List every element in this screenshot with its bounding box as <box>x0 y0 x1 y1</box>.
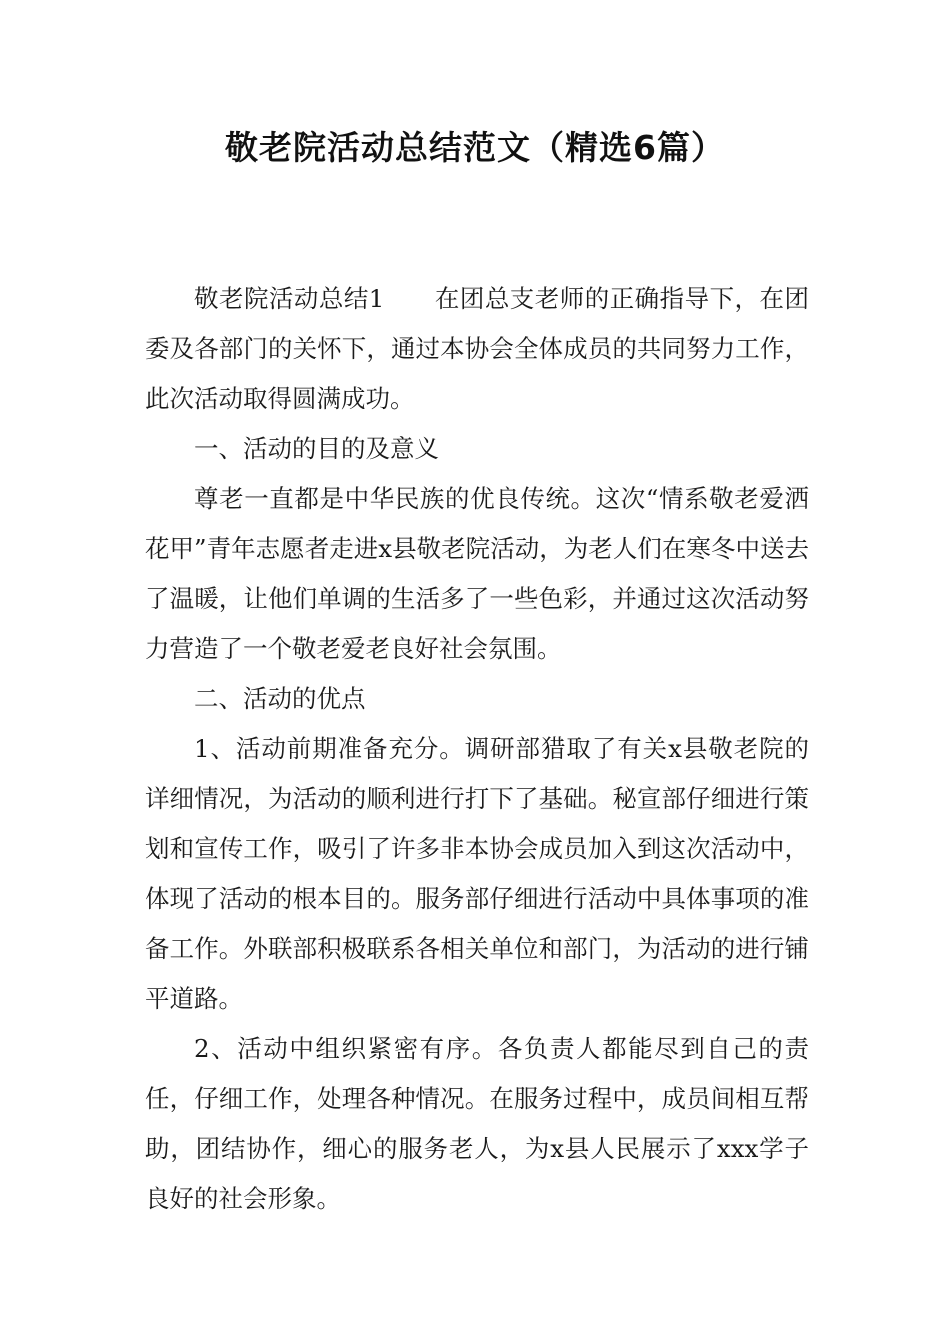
paragraph-intro <box>145 274 809 424</box>
section-heading: 一、活动的目的及意义 <box>194 434 439 463</box>
paragraph-text: 1、活动前期准备充分。调研部猎取了有关x县敬老院的详细情况，为活动的顺利进行打下了基础。秘宣部仔细进行策划和宣传工作，吸引了许多非本协会成员加入到这次活动中，体现了活动的根本目的。服务部仔细进行活动中具体事项的准备工作。外联部积极联系各相关单位和部门，为活动的进行铺平道路。 <box>145 734 809 1013</box>
paragraph-text: 在团总支老师的正确指导下，在团委及各部门的关怀下，通过本协会全体成员的共同努力工作，此次活动取得圆满成功。 <box>145 284 809 413</box>
document-title: 敬老院活动总结范文（精选6篇） <box>225 128 725 167</box>
paragraph-text: 尊老一直都是中华民族的优良传统。这次“情系敬老爱洒花甲”青年志愿者走进x县敬老院活动，为老人们在寒冬中送去了温暖，让他们单调的生活多了一些色彩，并通过这次活动努力营造了一个敬老爱老良好社会氛围。 <box>145 484 809 663</box>
document-body <box>145 274 809 1224</box>
section-heading: 敬老院活动总结1 <box>194 284 385 313</box>
paragraph-text: 2、活动中组织紧密有序。各负责人都能尽到自己的责任，仔细工作，处理各种情况。在服务过程中，成员间相互帮助，团结协作，细心的服务老人，为x县人民展示了xxx学子良好的社会形象。 <box>145 1034 809 1213</box>
section-heading: 二、活动的优点 <box>194 684 366 713</box>
